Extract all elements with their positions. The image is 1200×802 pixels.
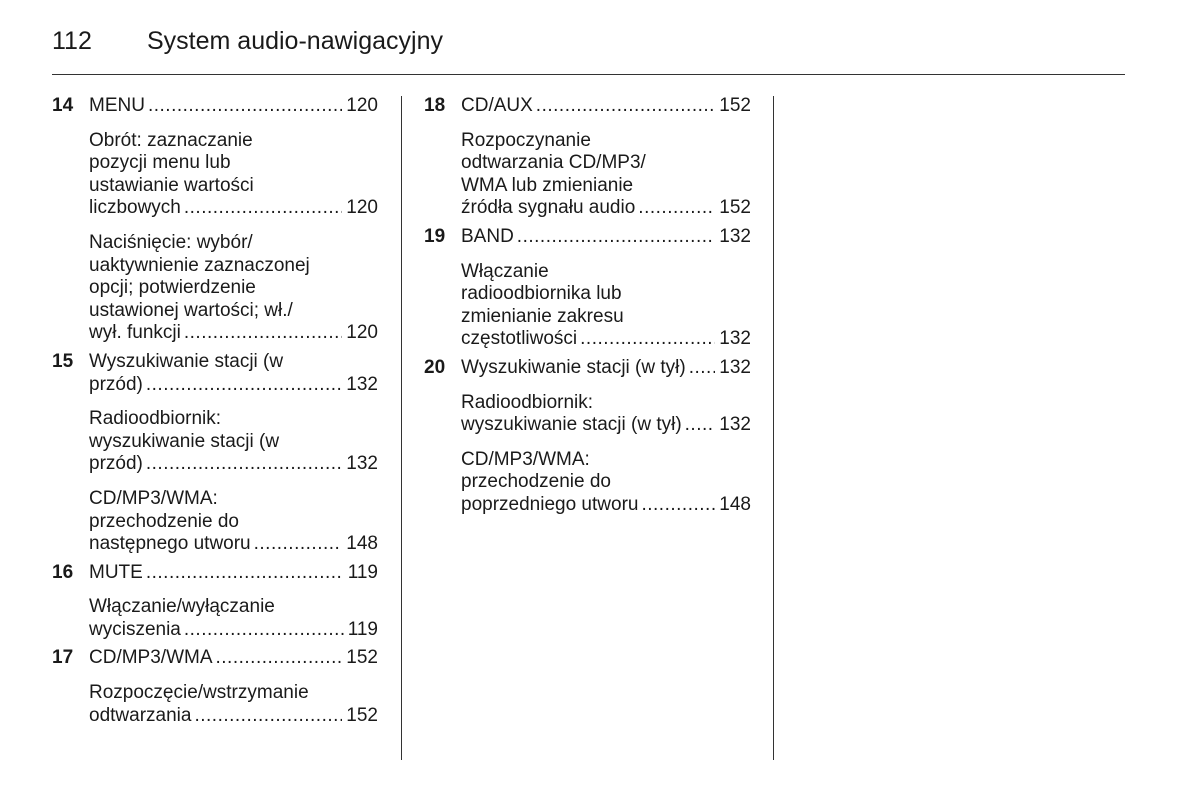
entry-label: Wyszukiwanie stacji (w bbox=[89, 350, 284, 372]
index-entry-16 bbox=[52, 562, 378, 642]
sub-entry-line: częstotliwości bbox=[461, 328, 578, 350]
dot-leader bbox=[689, 357, 716, 380]
index-entry-14 bbox=[52, 95, 378, 345]
page-ref[interactable]: 152 bbox=[719, 95, 751, 116]
sub-entry-line: Obrót: zaznaczanie bbox=[89, 129, 253, 151]
sub-entry-line: odtwarzania CD/MP3/ bbox=[461, 152, 646, 174]
column-middle bbox=[424, 95, 751, 517]
page-title: System audio-nawigacyjny bbox=[147, 26, 443, 55]
sub-entry-line: przechodzenie do bbox=[461, 471, 611, 493]
column-divider bbox=[401, 96, 402, 760]
index-entry-17 bbox=[52, 647, 378, 727]
entry-number: 15 bbox=[52, 350, 74, 372]
entry-number: 20 bbox=[424, 356, 446, 378]
page-header bbox=[52, 24, 443, 58]
sub-entry-line: wyciszenia bbox=[89, 618, 181, 640]
entry-number: 18 bbox=[424, 95, 446, 116]
sub-entry-line: poprzedniego utworu bbox=[461, 493, 639, 515]
column-left bbox=[52, 95, 378, 727]
entry-label: MENU bbox=[89, 95, 145, 116]
page-ref[interactable]: 120 bbox=[346, 322, 378, 344]
sub-entry-line: odtwarzania bbox=[89, 704, 192, 726]
sub-entry-line: wył. funkcji bbox=[89, 322, 181, 344]
entry-label: Wyszukiwanie stacji (w tył) bbox=[461, 356, 686, 378]
entry-number: 14 bbox=[52, 95, 74, 116]
column-divider bbox=[773, 96, 774, 760]
page-ref[interactable]: 132 bbox=[719, 328, 751, 350]
sub-entry-line: następnego utworu bbox=[89, 533, 251, 555]
page-ref[interactable]: 120 bbox=[346, 197, 378, 219]
entry-number: 19 bbox=[424, 225, 446, 247]
sub-entry-line: Radioodbiornik: bbox=[89, 408, 222, 430]
sub-entry bbox=[89, 130, 378, 220]
entry-label: BAND bbox=[461, 225, 514, 247]
dot-leader bbox=[216, 647, 343, 670]
sub-entry-line: WMA lub zmienianie bbox=[461, 174, 634, 196]
entry-number: 16 bbox=[52, 561, 74, 583]
index-entry-15 bbox=[52, 351, 378, 556]
dot-leader bbox=[194, 705, 342, 728]
sub-entry bbox=[89, 682, 378, 727]
dot-leader bbox=[254, 533, 343, 556]
sub-entry-line: Rozpoczynanie bbox=[461, 129, 591, 151]
page-ref[interactable]: 148 bbox=[346, 533, 378, 555]
sub-entry-line: Naciśnięcie: wybór/ bbox=[89, 231, 253, 253]
dot-leader bbox=[184, 197, 342, 220]
sub-entry-line: CD/MP3/WMA: bbox=[461, 448, 590, 470]
sub-entry-line: ustawianie wartości bbox=[89, 174, 254, 196]
sub-entry-line: uaktywnienie zaznaczonej bbox=[89, 254, 310, 276]
entry-number: 17 bbox=[52, 647, 74, 669]
sub-entry-line: pozycji menu lub bbox=[89, 152, 231, 174]
page-ref[interactable]: 132 bbox=[346, 373, 378, 395]
dot-leader bbox=[146, 453, 342, 476]
dot-leader bbox=[184, 322, 342, 345]
dot-leader bbox=[638, 197, 715, 220]
sub-entry-line: CD/MP3/WMA: bbox=[89, 487, 218, 509]
sub-entry-line: zmienianie zakresu bbox=[461, 305, 624, 327]
page-ref[interactable]: 132 bbox=[719, 414, 751, 436]
page-number: 112 bbox=[52, 26, 92, 55]
dot-leader bbox=[685, 414, 716, 437]
sub-entry bbox=[461, 392, 751, 437]
sub-entry-line: radioodbiornika lub bbox=[461, 283, 622, 305]
entry-label: MUTE bbox=[89, 561, 143, 583]
sub-entry bbox=[461, 261, 751, 351]
entry-label: przód) bbox=[89, 373, 143, 395]
sub-entry-line: liczbowych bbox=[89, 197, 181, 219]
sub-entry-line: opcji; potwierdzenie bbox=[89, 277, 256, 299]
sub-entry bbox=[461, 449, 751, 517]
dot-leader bbox=[517, 226, 716, 249]
page-ref[interactable]: 132 bbox=[346, 453, 378, 475]
dot-leader bbox=[641, 494, 715, 517]
page-ref[interactable]: 152 bbox=[719, 197, 751, 219]
sub-entry-line: źródła sygnału audio bbox=[461, 197, 636, 219]
sub-entry bbox=[89, 488, 378, 556]
dot-leader bbox=[184, 619, 344, 642]
index-entry-19 bbox=[424, 226, 751, 351]
sub-entry-line: przechodzenie do bbox=[89, 510, 239, 532]
page-ref[interactable]: 152 bbox=[346, 647, 378, 669]
page-ref[interactable]: 120 bbox=[346, 95, 378, 116]
sub-entry-line: Włączanie bbox=[461, 260, 549, 282]
sub-entry-line: Rozpoczęcie/wstrzymanie bbox=[89, 682, 309, 704]
page-ref[interactable]: 132 bbox=[719, 356, 751, 378]
page-ref[interactable]: 148 bbox=[719, 493, 751, 515]
sub-entry-line: Włączanie/wyłączanie bbox=[89, 596, 275, 618]
page-ref[interactable]: 132 bbox=[719, 225, 751, 247]
page-ref[interactable]: 119 bbox=[347, 618, 378, 640]
dot-leader bbox=[536, 95, 716, 118]
sub-entry-line: ustawionej wartości; wł./ bbox=[89, 299, 293, 321]
entry-label: CD/MP3/WMA bbox=[89, 647, 213, 669]
sub-entry-line: wyszukiwanie stacji (w bbox=[89, 430, 280, 452]
entry-heading bbox=[89, 95, 378, 118]
page-ref[interactable]: 119 bbox=[347, 561, 378, 583]
sub-entry bbox=[461, 130, 751, 220]
sub-entry-line: wyszukiwanie stacji (w tył) bbox=[461, 414, 682, 436]
dot-leader bbox=[146, 374, 342, 397]
dot-leader bbox=[146, 562, 344, 585]
dot-leader bbox=[580, 328, 715, 351]
page-ref[interactable]: 152 bbox=[346, 704, 378, 726]
index-entry-20 bbox=[424, 357, 751, 517]
sub-entry-line: Radioodbiornik: bbox=[461, 391, 594, 413]
index-entry-18 bbox=[424, 95, 751, 220]
dot-leader bbox=[148, 95, 342, 118]
sub-entry bbox=[89, 596, 378, 641]
sub-entry bbox=[89, 408, 378, 476]
sub-entry bbox=[89, 232, 378, 345]
entry-label: CD/AUX bbox=[461, 95, 533, 116]
sub-entry-line: przód) bbox=[89, 453, 143, 475]
header-rule bbox=[52, 74, 1125, 75]
